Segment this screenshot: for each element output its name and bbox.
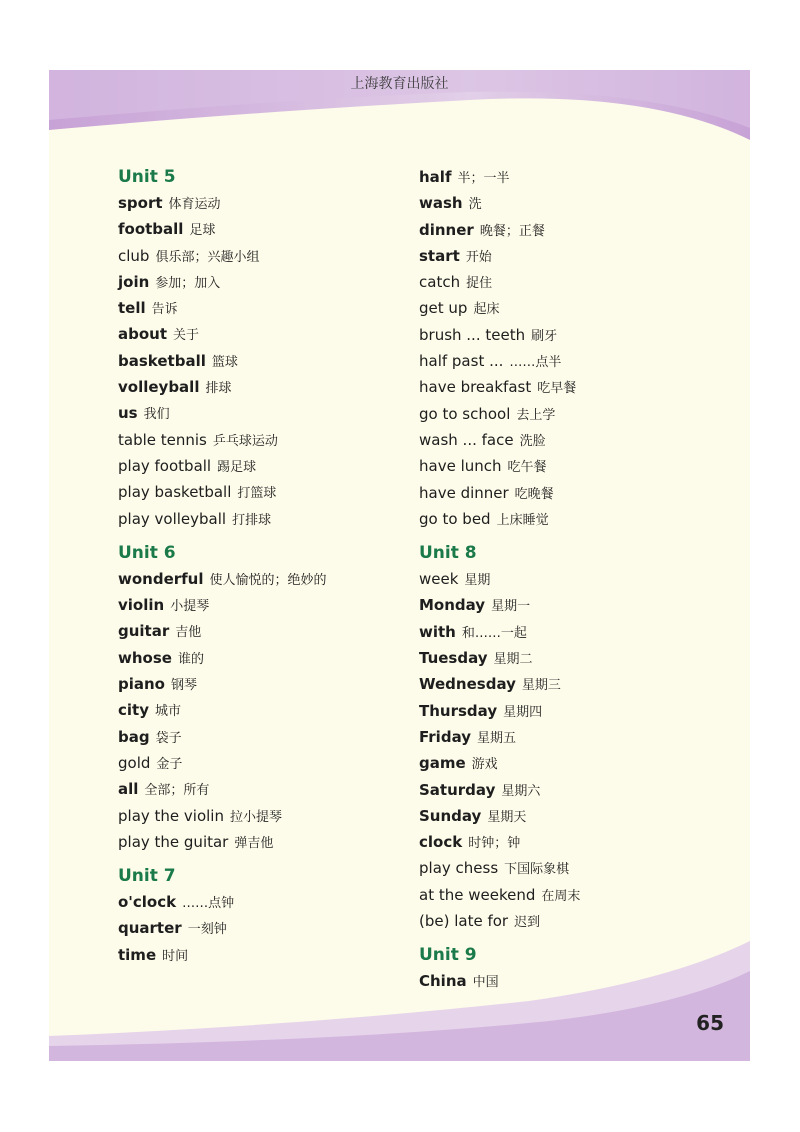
english-word: dinner [419, 220, 474, 239]
chinese-meaning: 去上学 [516, 407, 556, 423]
english-word: play the violin [118, 806, 224, 825]
vocabulary-entry [419, 592, 719, 618]
english-word: half past ... [419, 352, 504, 371]
english-word: quarter [118, 919, 182, 938]
chinese-meaning: 时间 [162, 948, 189, 964]
english-word: (be) late for [419, 912, 509, 931]
chinese-meaning: 足球 [189, 223, 216, 239]
unit-heading: Unit 5 [118, 167, 176, 187]
english-word: China [419, 972, 467, 991]
chinese-meaning: ……点钟 [182, 896, 235, 912]
chinese-meaning: 参加；加入 [155, 275, 221, 291]
chinese-meaning: 篮球 [211, 354, 238, 370]
unit-heading: Unit 9 [419, 945, 477, 966]
left-vocabulary-column [118, 164, 418, 968]
chinese-meaning: 城市 [154, 704, 181, 720]
english-word: clock [419, 833, 463, 852]
vocabulary-entry [419, 295, 719, 321]
chinese-meaning: 星期四 [503, 704, 543, 720]
vocabulary-entry [118, 724, 418, 750]
vocabulary-entry [118, 321, 418, 347]
chinese-meaning: 打篮球 [237, 486, 277, 502]
vocabulary-entry [419, 217, 719, 243]
english-word: wash ... face [419, 430, 514, 449]
chinese-meaning: 星期二 [493, 652, 533, 668]
english-word: Monday [419, 596, 486, 615]
chinese-meaning: 洗 [468, 197, 482, 213]
vocabulary-entry [419, 698, 719, 724]
english-word: have lunch [419, 457, 502, 476]
vocabulary-entry [419, 750, 719, 776]
chinese-meaning: 星期一 [491, 599, 531, 615]
chinese-meaning: 排球 [205, 381, 232, 397]
unit-heading: Unit 6 [118, 542, 176, 563]
vocabulary-entry [118, 592, 418, 618]
vocabulary-entry [118, 453, 418, 479]
vocabulary-entry [419, 882, 719, 908]
chinese-meaning: 星期 [464, 573, 491, 589]
english-word: volleyball [118, 378, 200, 397]
english-word: play football [118, 456, 212, 475]
vocabulary-entry [118, 348, 418, 374]
vocabulary-entry [419, 829, 719, 855]
english-word: tell [118, 299, 146, 318]
chinese-meaning: ……点半 [509, 355, 562, 371]
unit-heading: Unit 7 [118, 866, 176, 887]
vocabulary-entry [419, 671, 719, 697]
chinese-meaning: 弹吉他 [234, 835, 274, 851]
chinese-meaning: 在周末 [541, 888, 581, 904]
english-word: wonderful [118, 569, 204, 588]
chinese-meaning: 星期五 [477, 730, 517, 746]
english-word: wash [419, 194, 463, 213]
chinese-meaning: 迟到 [514, 915, 541, 931]
chinese-meaning: 星期天 [487, 809, 527, 825]
chinese-meaning: 和……一起 [461, 625, 527, 641]
english-word: at the weekend [419, 885, 536, 904]
chinese-meaning: 乒乓球运动 [212, 433, 278, 449]
vocabulary-entry [419, 190, 719, 216]
chinese-meaning: 全部；所有 [144, 783, 210, 799]
english-word: sport [118, 194, 163, 212]
vocabulary-entry [118, 190, 418, 216]
english-word: play volleyball [118, 509, 227, 528]
vocabulary-entry [118, 671, 418, 697]
vocabulary-entry [419, 322, 719, 348]
vocabulary-entry [118, 803, 418, 829]
chinese-meaning: 吃晚餐 [514, 486, 554, 502]
chinese-meaning: 关于 [173, 328, 200, 344]
english-word: gold [118, 753, 151, 772]
english-word: violin [118, 596, 165, 615]
english-word: half [419, 168, 452, 186]
chinese-meaning: 刷牙 [531, 328, 558, 344]
vocabulary-entry [419, 348, 719, 374]
chinese-meaning: 一刻钟 [187, 922, 227, 938]
page-number: 65 [696, 1011, 724, 1035]
english-word: basketball [118, 351, 206, 370]
vocabulary-entry [419, 269, 719, 295]
chinese-meaning: 半；一半 [457, 171, 510, 186]
english-word: bag [118, 727, 150, 746]
english-word: start [419, 246, 460, 265]
english-word: Thursday [419, 701, 498, 720]
english-word: with [419, 622, 456, 641]
vocabulary-entry [419, 453, 719, 479]
english-word: Sunday [419, 806, 482, 825]
english-word: city [118, 701, 149, 720]
vocabulary-entry [419, 777, 719, 803]
english-word: Saturday [419, 780, 496, 799]
vocabulary-entry [118, 915, 418, 941]
english-word: go to school [419, 404, 511, 423]
english-word: join [118, 272, 150, 291]
chinese-meaning: 上床睡觉 [496, 512, 549, 528]
chinese-meaning: 星期六 [501, 783, 541, 799]
chinese-meaning: 吃午餐 [507, 460, 547, 476]
vocabulary-entry [118, 269, 418, 295]
english-word: club [118, 246, 150, 265]
chinese-meaning: 星期三 [521, 678, 561, 694]
chinese-meaning: 捉住 [466, 276, 493, 292]
english-word: game [419, 754, 466, 773]
vocabulary-entry [118, 479, 418, 505]
right-vocabulary-column [419, 164, 719, 995]
english-word: table tennis [118, 430, 207, 449]
vocabulary-entry [118, 776, 418, 802]
english-word: have breakfast [419, 378, 532, 397]
chinese-meaning: 打排球 [232, 512, 272, 528]
english-word: about [118, 325, 168, 344]
vocabulary-entry [419, 243, 719, 269]
vocabulary-entry [118, 506, 418, 532]
chinese-meaning: 谁的 [177, 651, 204, 667]
chinese-meaning: 小提琴 [170, 599, 210, 615]
chinese-meaning: 体育运动 [168, 197, 221, 212]
unit-heading: Unit 8 [419, 543, 477, 564]
chinese-meaning: 下国际象棋 [504, 862, 570, 878]
chinese-meaning: 起床 [473, 302, 500, 318]
chinese-meaning: 吃早餐 [537, 381, 577, 397]
english-word: get up [419, 299, 468, 318]
chinese-meaning: 拉小提琴 [229, 809, 282, 825]
vocabulary-entry [419, 401, 719, 427]
vocabulary-entry [419, 724, 719, 750]
vocabulary-entry [419, 164, 719, 190]
vocabulary-entry [419, 968, 719, 994]
vocabulary-entry [118, 295, 418, 321]
chinese-meaning: 游戏 [471, 757, 498, 773]
english-word: football [118, 220, 184, 239]
vocabulary-entry [419, 855, 719, 881]
chinese-meaning: 开始 [465, 249, 492, 265]
english-word: week [419, 570, 459, 589]
english-word: play chess [419, 859, 499, 878]
english-word: catch [419, 273, 461, 292]
vocabulary-entry [118, 427, 418, 453]
chinese-meaning: 时钟；钟 [468, 836, 521, 852]
vocabulary-entry [118, 889, 418, 915]
chinese-meaning: 使人愉悦的；绝妙的 [209, 572, 327, 588]
english-word: play the guitar [118, 832, 229, 851]
english-word: Tuesday [419, 649, 488, 668]
english-word: guitar [118, 622, 170, 641]
vocabulary-entry [118, 243, 418, 269]
vocabulary-entry [419, 619, 719, 645]
chinese-meaning: 吉他 [175, 625, 202, 641]
vocabulary-entry [118, 216, 418, 242]
vocabulary-entry [118, 829, 418, 855]
english-word: o'clock [118, 893, 177, 912]
vocabulary-entry [419, 480, 719, 506]
english-word: time [118, 945, 157, 964]
chinese-meaning: 我们 [143, 407, 170, 423]
chinese-meaning: 中国 [472, 975, 499, 991]
chinese-meaning: 告诉 [151, 302, 178, 318]
textbook-page [49, 70, 750, 1061]
chinese-meaning: 晚餐；正餐 [479, 223, 545, 239]
vocabulary-entry [118, 618, 418, 644]
english-word: piano [118, 675, 165, 694]
chinese-meaning: 踢足球 [217, 459, 257, 475]
vocabulary-entry [118, 697, 418, 723]
english-word: whose [118, 648, 172, 667]
vocabulary-entry [118, 400, 418, 426]
vocabulary-entry [118, 942, 418, 968]
chinese-meaning: 洗脸 [519, 433, 546, 449]
vocabulary-entry [419, 645, 719, 671]
english-word: all [118, 780, 139, 799]
chinese-meaning: 钢琴 [171, 678, 198, 694]
vocabulary-entry [118, 374, 418, 400]
vocabulary-entry [118, 645, 418, 671]
english-word: Wednesday [419, 675, 516, 694]
vocabulary-entry [419, 374, 719, 400]
chinese-meaning: 金子 [156, 756, 183, 772]
english-word: have dinner [419, 483, 509, 502]
chinese-meaning: 袋子 [155, 730, 182, 746]
english-word: play basketball [118, 483, 232, 502]
english-word: us [118, 404, 138, 423]
vocabulary-entry [118, 750, 418, 776]
chinese-meaning: 俱乐部；兴趣小组 [155, 249, 260, 265]
english-word: go to bed [419, 509, 491, 528]
vocabulary-entry [419, 566, 719, 592]
english-word: brush ... teeth [419, 325, 526, 344]
vocabulary-entry [419, 803, 719, 829]
vocabulary-entry [419, 427, 719, 453]
vocabulary-entry [419, 506, 719, 532]
publisher-name: 上海教育出版社 [350, 76, 449, 92]
vocabulary-entry [419, 908, 719, 934]
english-word: Friday [419, 727, 472, 746]
vocabulary-entry [118, 566, 418, 592]
